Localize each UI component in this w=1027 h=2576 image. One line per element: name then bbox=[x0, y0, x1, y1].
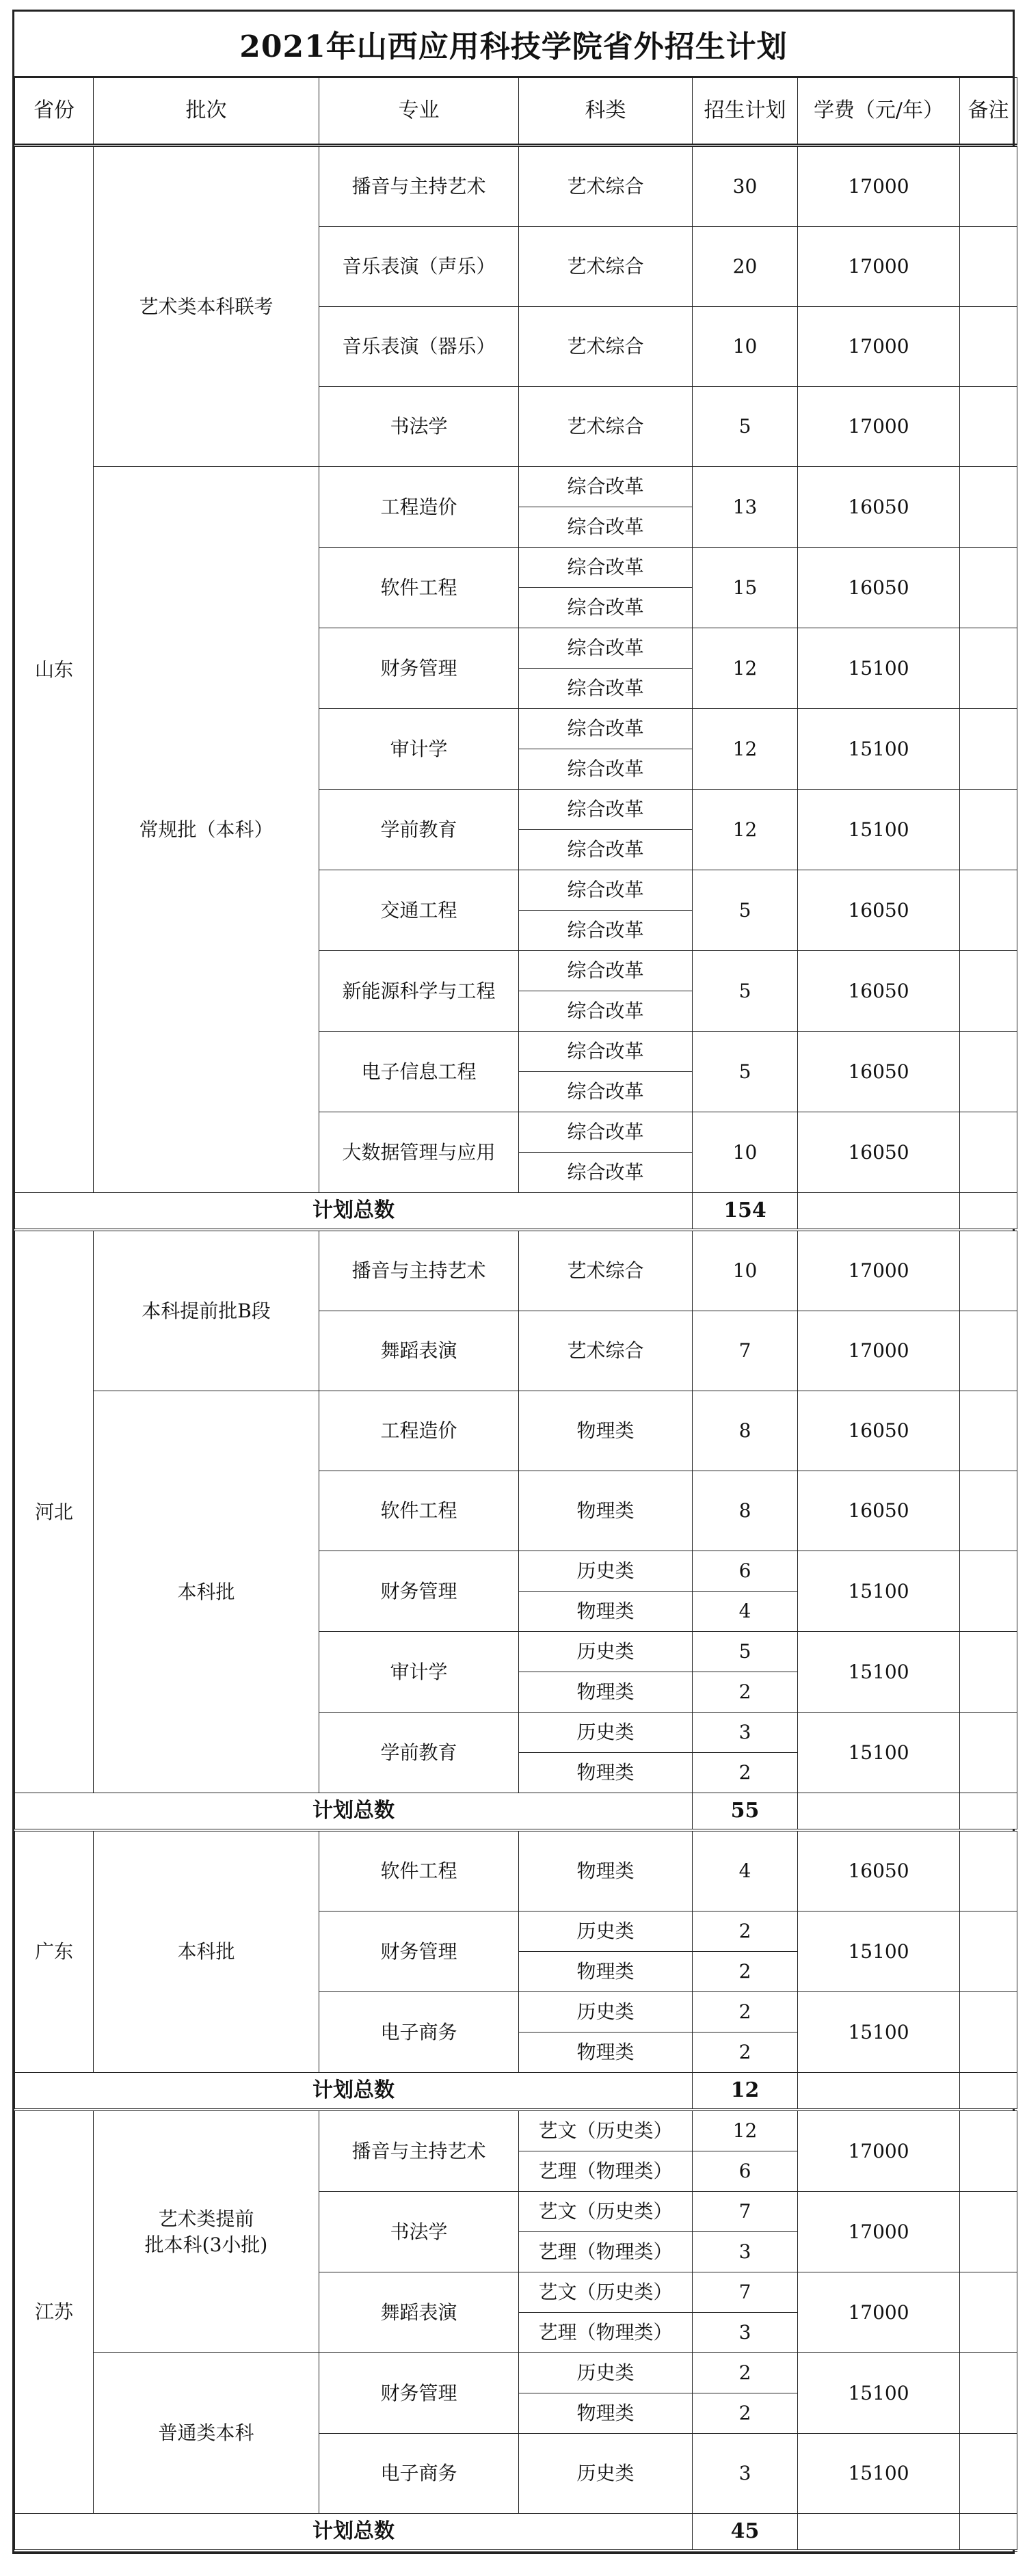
batch-cell: 本科批 bbox=[94, 1830, 319, 2073]
plan-cell: 5 bbox=[693, 1632, 798, 1672]
subject-cell: 艺理（物理类） bbox=[519, 2232, 693, 2272]
total-fee-empty bbox=[798, 1793, 960, 1831]
total-value: 12 bbox=[693, 2073, 798, 2110]
remark-cell bbox=[960, 951, 1017, 1032]
remark-cell bbox=[960, 1992, 1017, 2073]
fee-cell: 15100 bbox=[798, 1911, 960, 1992]
subject-cell: 历史类 bbox=[519, 1911, 693, 1952]
province-cell: 江苏 bbox=[15, 2110, 94, 2514]
major-cell: 学前教育 bbox=[319, 790, 519, 870]
fee-cell: 16050 bbox=[798, 1471, 960, 1551]
major-cell: 软件工程 bbox=[319, 548, 519, 628]
fee-cell: 16050 bbox=[798, 951, 960, 1032]
header-subject: 科类 bbox=[519, 78, 693, 146]
subject-cell: 艺术综合 bbox=[519, 146, 693, 227]
header-fee: 学费（元/年） bbox=[798, 78, 960, 146]
subject-cell: 综合改革 bbox=[519, 870, 693, 911]
remark-cell bbox=[960, 387, 1017, 467]
table-row bbox=[15, 1830, 1017, 1911]
subject-cell: 历史类 bbox=[519, 1551, 693, 1592]
subject-cell: 综合改革 bbox=[519, 1153, 693, 1193]
total-label: 计划总数 bbox=[15, 2514, 693, 2551]
remark-cell bbox=[960, 146, 1017, 227]
remark-cell bbox=[960, 2353, 1017, 2434]
fee-cell: 15100 bbox=[798, 1551, 960, 1632]
plan-cell: 4 bbox=[693, 1830, 798, 1911]
subject-cell: 艺术综合 bbox=[519, 1311, 693, 1391]
major-cell: 财务管理 bbox=[319, 2353, 519, 2434]
province-cell: 河北 bbox=[15, 1230, 94, 1793]
subject-cell: 艺术综合 bbox=[519, 387, 693, 467]
plan-cell: 5 bbox=[693, 1032, 798, 1112]
remark-cell bbox=[960, 2192, 1017, 2272]
total-row bbox=[15, 2073, 1017, 2110]
fee-cell: 15100 bbox=[798, 628, 960, 709]
plan-cell: 2 bbox=[693, 1952, 798, 1992]
header-batch: 批次 bbox=[94, 78, 319, 146]
fee-cell: 16050 bbox=[798, 1032, 960, 1112]
remark-cell bbox=[960, 1471, 1017, 1551]
plan-cell: 20 bbox=[693, 227, 798, 307]
major-cell: 财务管理 bbox=[319, 628, 519, 709]
plan-cell: 6 bbox=[693, 1551, 798, 1592]
subject-cell: 综合改革 bbox=[519, 507, 693, 548]
major-cell: 交通工程 bbox=[319, 870, 519, 951]
total-row bbox=[15, 1793, 1017, 1831]
plan-cell: 12 bbox=[693, 790, 798, 870]
total-fee-empty bbox=[798, 2514, 960, 2551]
total-row bbox=[15, 2514, 1017, 2551]
major-cell: 工程造价 bbox=[319, 1391, 519, 1471]
plan-cell: 3 bbox=[693, 2232, 798, 2272]
plan-cell: 5 bbox=[693, 951, 798, 1032]
fee-cell: 17000 bbox=[798, 1230, 960, 1311]
remark-cell bbox=[960, 1391, 1017, 1471]
province-cell: 广东 bbox=[15, 1830, 94, 2073]
subject-cell: 物理类 bbox=[519, 1952, 693, 1992]
major-cell: 音乐表演（声乐） bbox=[319, 227, 519, 307]
subject-cell: 艺理（物理类） bbox=[519, 2313, 693, 2353]
fee-cell: 15100 bbox=[798, 2434, 960, 2514]
remark-cell bbox=[960, 307, 1017, 387]
subject-cell: 综合改革 bbox=[519, 1112, 693, 1153]
remark-cell bbox=[960, 1551, 1017, 1632]
header-remark: 备注 bbox=[960, 78, 1017, 146]
subject-cell: 物理类 bbox=[519, 1672, 693, 1713]
table-row bbox=[15, 2353, 1017, 2393]
subject-cell: 物理类 bbox=[519, 2393, 693, 2434]
batch-cell: 普通类本科 bbox=[94, 2353, 319, 2514]
fee-cell: 15100 bbox=[798, 1632, 960, 1713]
fee-cell: 17000 bbox=[798, 2110, 960, 2192]
major-cell: 学前教育 bbox=[319, 1713, 519, 1793]
major-cell: 播音与主持艺术 bbox=[319, 2110, 519, 2192]
fee-cell: 16050 bbox=[798, 1112, 960, 1193]
fee-cell: 16050 bbox=[798, 1391, 960, 1471]
subject-cell: 艺术综合 bbox=[519, 1230, 693, 1311]
plan-cell: 3 bbox=[693, 2434, 798, 2514]
remark-cell bbox=[960, 1230, 1017, 1311]
subject-cell: 综合改革 bbox=[519, 628, 693, 669]
remark-cell bbox=[960, 1713, 1017, 1793]
plan-cell: 3 bbox=[693, 1713, 798, 1753]
subject-cell: 历史类 bbox=[519, 2434, 693, 2514]
plan-cell: 7 bbox=[693, 1311, 798, 1391]
plan-cell: 8 bbox=[693, 1471, 798, 1551]
subject-cell: 艺文（历史类） bbox=[519, 2192, 693, 2232]
table-row bbox=[15, 1391, 1017, 1471]
total-fee-empty bbox=[798, 1193, 960, 1231]
subject-cell: 综合改革 bbox=[519, 467, 693, 507]
major-cell: 电子信息工程 bbox=[319, 1032, 519, 1112]
subject-cell: 综合改革 bbox=[519, 669, 693, 709]
total-value: 45 bbox=[693, 2514, 798, 2551]
plan-cell: 10 bbox=[693, 1112, 798, 1193]
total-value: 55 bbox=[693, 1793, 798, 1831]
subject-cell: 物理类 bbox=[519, 1391, 693, 1471]
subject-cell: 综合改革 bbox=[519, 749, 693, 790]
major-cell: 音乐表演（器乐） bbox=[319, 307, 519, 387]
table-body bbox=[15, 146, 1017, 2551]
plan-cell: 8 bbox=[693, 1391, 798, 1471]
remark-cell bbox=[960, 1311, 1017, 1391]
subject-cell: 综合改革 bbox=[519, 790, 693, 830]
remark-cell bbox=[960, 227, 1017, 307]
plan-cell: 10 bbox=[693, 1230, 798, 1311]
fee-cell: 17000 bbox=[798, 307, 960, 387]
admission-plan-table bbox=[14, 77, 1017, 2552]
plan-cell: 5 bbox=[693, 387, 798, 467]
major-cell: 工程造价 bbox=[319, 467, 519, 548]
header-row bbox=[15, 78, 1017, 146]
header-province: 省份 bbox=[15, 78, 94, 146]
plan-cell: 7 bbox=[693, 2192, 798, 2232]
plan-cell: 2 bbox=[693, 1992, 798, 2032]
plan-cell: 2 bbox=[693, 2393, 798, 2434]
remark-cell bbox=[960, 709, 1017, 790]
total-value: 154 bbox=[693, 1193, 798, 1231]
subject-cell: 艺文（历史类） bbox=[519, 2272, 693, 2313]
plan-cell: 2 bbox=[693, 1911, 798, 1952]
fee-cell: 16050 bbox=[798, 548, 960, 628]
plan-cell: 2 bbox=[693, 1672, 798, 1713]
subject-cell: 综合改革 bbox=[519, 548, 693, 588]
admission-plan-sheet bbox=[12, 10, 1015, 2554]
fee-cell: 15100 bbox=[798, 790, 960, 870]
total-label: 计划总数 bbox=[15, 2073, 693, 2110]
subject-cell: 艺理（物理类） bbox=[519, 2151, 693, 2192]
subject-cell: 综合改革 bbox=[519, 991, 693, 1032]
total-label: 计划总数 bbox=[15, 1193, 693, 1231]
remark-cell bbox=[960, 1830, 1017, 1911]
subject-cell: 物理类 bbox=[519, 2032, 693, 2073]
plan-cell: 10 bbox=[693, 307, 798, 387]
subject-cell: 物理类 bbox=[519, 1753, 693, 1793]
fee-cell: 15100 bbox=[798, 1992, 960, 2073]
remark-cell bbox=[960, 1032, 1017, 1112]
plan-cell: 2 bbox=[693, 2353, 798, 2393]
major-cell: 大数据管理与应用 bbox=[319, 1112, 519, 1193]
plan-cell: 12 bbox=[693, 628, 798, 709]
subject-cell: 综合改革 bbox=[519, 830, 693, 870]
plan-cell: 3 bbox=[693, 2313, 798, 2353]
remark-cell bbox=[960, 467, 1017, 548]
plan-cell: 6 bbox=[693, 2151, 798, 2192]
fee-cell: 16050 bbox=[798, 467, 960, 548]
total-remark-empty bbox=[960, 2514, 1017, 2551]
batch-cell: 本科批 bbox=[94, 1391, 319, 1793]
major-cell: 电子商务 bbox=[319, 1992, 519, 2073]
batch-cell: 本科提前批B段 bbox=[94, 1230, 319, 1391]
fee-cell: 17000 bbox=[798, 2272, 960, 2353]
major-cell: 播音与主持艺术 bbox=[319, 1230, 519, 1311]
plan-cell: 12 bbox=[693, 2110, 798, 2151]
plan-cell: 13 bbox=[693, 467, 798, 548]
remark-cell bbox=[960, 548, 1017, 628]
table-row bbox=[15, 467, 1017, 507]
major-cell: 书法学 bbox=[319, 2192, 519, 2272]
remark-cell bbox=[960, 2434, 1017, 2514]
subject-cell: 物理类 bbox=[519, 1830, 693, 1911]
subject-cell: 综合改革 bbox=[519, 1032, 693, 1072]
total-fee-empty bbox=[798, 2073, 960, 2110]
major-cell: 审计学 bbox=[319, 1632, 519, 1713]
batch-cell: 艺术类本科联考 bbox=[94, 146, 319, 467]
major-cell: 书法学 bbox=[319, 387, 519, 467]
table-row bbox=[15, 2110, 1017, 2151]
subject-cell: 历史类 bbox=[519, 1992, 693, 2032]
subject-cell: 物理类 bbox=[519, 1592, 693, 1632]
subject-cell: 综合改革 bbox=[519, 1072, 693, 1112]
plan-cell: 7 bbox=[693, 2272, 798, 2313]
subject-cell: 物理类 bbox=[519, 1471, 693, 1551]
total-remark-empty bbox=[960, 1793, 1017, 1831]
total-remark-empty bbox=[960, 2073, 1017, 2110]
fee-cell: 17000 bbox=[798, 146, 960, 227]
fee-cell: 17000 bbox=[798, 2192, 960, 2272]
fee-cell: 15100 bbox=[798, 2353, 960, 2434]
total-row bbox=[15, 1193, 1017, 1231]
major-cell: 软件工程 bbox=[319, 1830, 519, 1911]
fee-cell: 17000 bbox=[798, 227, 960, 307]
major-cell: 软件工程 bbox=[319, 1471, 519, 1551]
header-plan: 招生计划 bbox=[693, 78, 798, 146]
fee-cell: 17000 bbox=[798, 1311, 960, 1391]
subject-cell: 综合改革 bbox=[519, 911, 693, 951]
plan-cell: 15 bbox=[693, 548, 798, 628]
plan-cell: 2 bbox=[693, 1753, 798, 1793]
subject-cell: 艺术综合 bbox=[519, 227, 693, 307]
fee-cell: 15100 bbox=[798, 1713, 960, 1793]
batch-cell: 常规批（本科） bbox=[94, 467, 319, 1193]
major-cell: 财务管理 bbox=[319, 1551, 519, 1632]
page-title: 2021年山西应用科技学院省外招生计划 bbox=[14, 12, 1013, 77]
plan-cell: 4 bbox=[693, 1592, 798, 1632]
subject-cell: 历史类 bbox=[519, 1632, 693, 1672]
major-cell: 审计学 bbox=[319, 709, 519, 790]
major-cell: 财务管理 bbox=[319, 1911, 519, 1992]
subject-cell: 艺文（历史类） bbox=[519, 2110, 693, 2151]
total-label: 计划总数 bbox=[15, 1793, 693, 1831]
fee-cell: 17000 bbox=[798, 387, 960, 467]
fee-cell: 16050 bbox=[798, 870, 960, 951]
remark-cell bbox=[960, 2110, 1017, 2192]
major-cell: 舞蹈表演 bbox=[319, 1311, 519, 1391]
subject-cell: 艺术综合 bbox=[519, 307, 693, 387]
remark-cell bbox=[960, 790, 1017, 870]
remark-cell bbox=[960, 1112, 1017, 1193]
subject-cell: 历史类 bbox=[519, 2353, 693, 2393]
remark-cell bbox=[960, 1632, 1017, 1713]
plan-cell: 2 bbox=[693, 2032, 798, 2073]
major-cell: 新能源科学与工程 bbox=[319, 951, 519, 1032]
major-cell: 播音与主持艺术 bbox=[319, 146, 519, 227]
batch-cell: 艺术类提前 批本科(3小批) bbox=[94, 2110, 319, 2353]
major-cell: 电子商务 bbox=[319, 2434, 519, 2514]
plan-cell: 12 bbox=[693, 709, 798, 790]
remark-cell bbox=[960, 2272, 1017, 2353]
table-row bbox=[15, 146, 1017, 227]
table-row bbox=[15, 1230, 1017, 1311]
plan-cell: 5 bbox=[693, 870, 798, 951]
remark-cell bbox=[960, 870, 1017, 951]
province-cell: 山东 bbox=[15, 146, 94, 1193]
remark-cell bbox=[960, 628, 1017, 709]
subject-cell: 综合改革 bbox=[519, 588, 693, 628]
plan-cell: 30 bbox=[693, 146, 798, 227]
major-cell: 舞蹈表演 bbox=[319, 2272, 519, 2353]
remark-cell bbox=[960, 1911, 1017, 1992]
fee-cell: 16050 bbox=[798, 1830, 960, 1911]
total-remark-empty bbox=[960, 1193, 1017, 1231]
subject-cell: 历史类 bbox=[519, 1713, 693, 1753]
subject-cell: 综合改革 bbox=[519, 951, 693, 991]
header-major: 专业 bbox=[319, 78, 519, 146]
subject-cell: 综合改革 bbox=[519, 709, 693, 749]
fee-cell: 15100 bbox=[798, 709, 960, 790]
